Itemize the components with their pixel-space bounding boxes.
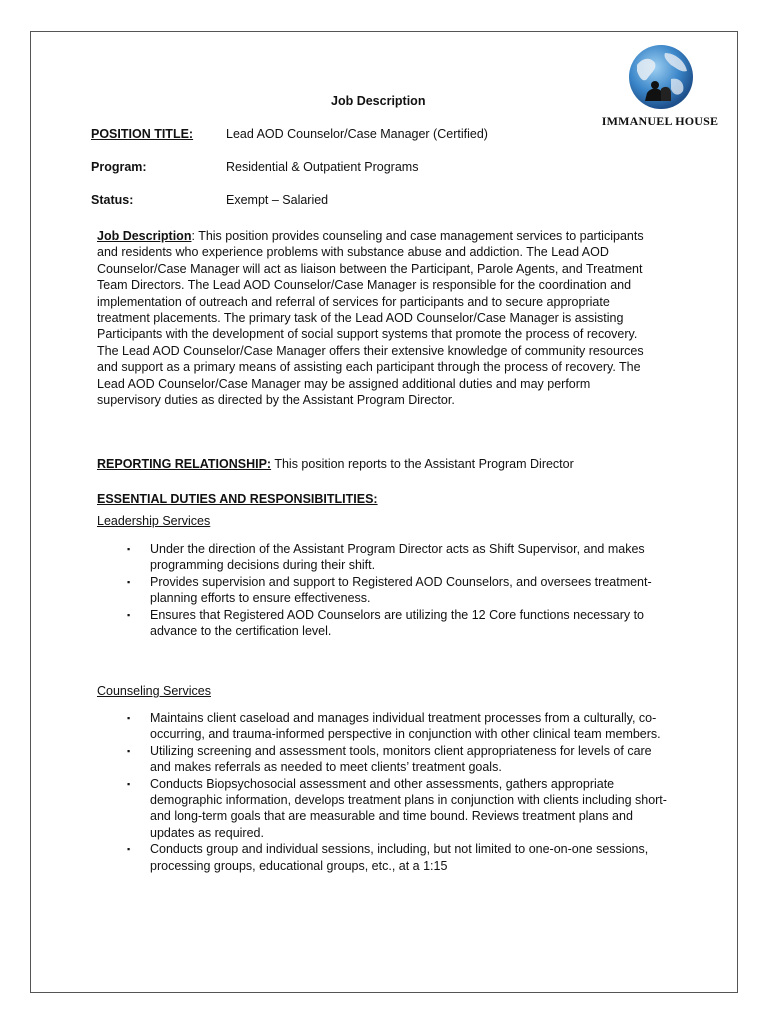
list-item: ▪ Conducts group and individual sessions, including, but not limited to one-on-one sessions, processing groups, educational groups, etc., at a 1:15 (127, 841, 667, 874)
list-item: ▪ Ensures that Registered AOD Counselors are utilizing the 12 Core functions necessary to advance to the certification level. (127, 607, 667, 640)
program-value: Residential & Outpatient Programs (226, 160, 419, 174)
reporting-relationship-paragraph (97, 456, 657, 472)
counseling-services-heading: Counseling Services (97, 684, 211, 698)
globe-logo-icon (625, 43, 697, 115)
job-description-text: : This position provides counseling and case management services to participants and residents who experience problems with substance abuse and addiction. The Lead AOD Counselor/Case Manager will act as liaison between the Participant, Parole Agents, and Treatment Team Directors. The Lead AOD Counselor/Case Manager is responsible for the coordination and implementation of outreach and referral of services for participants and to secure appropriate treatment placements. The primary task of the Lead AOD Counselor/Case Manager is assisting Participants with the development of social support systems that promote the process of recovery. The Lead AOD Counselor/Case Manager offers their extensive knowledge of community resources and support as a primary means of assisting each participant through the process of recovery. The Lead AOD Counselor/Case Manager may be assigned additional duties and may perform supervisory duties as directed by the Assistant Program Director. (97, 229, 644, 408)
program-label: Program: (91, 160, 147, 174)
list-item: ▪ Utilizing screening and assessment tools, monitors client appropriateness for levels of care and makes referrals as needed to meet clients’ treatment goals. (127, 743, 667, 776)
status-label: Status: (91, 193, 134, 207)
leadership-services-heading: Leadership Services (97, 514, 211, 528)
essential-duties-heading: ESSENTIAL DUTIES AND RESPONSIBITLITIES: (97, 492, 378, 506)
job-description-paragraph (97, 228, 657, 408)
reporting-relationship-text: This position reports to the Assistant Program Director (271, 457, 574, 471)
list-item: ▪ Provides supervision and support to Registered AOD Counselors, and oversees treatment-planning efforts to ensure effectiveness. (127, 574, 667, 607)
list-item: ▪ Conducts Biopsychosocial assessment and other assessments, gathers appropriate demographic information, develops treatment plans in conjunction with clients including short- and long-term goals that are measurable and time bound. Reviews treatment plans and updates as required. (127, 776, 667, 842)
job-description-label: Job Description (97, 229, 192, 243)
list-item: ▪ Maintains client caseload and manages individual treatment processes from a culturally, co-occurring, and trauma-informed perspective in conjunction with other clinical team members. (127, 710, 667, 743)
reporting-relationship-label: REPORTING RELATIONSHIP: (97, 457, 272, 471)
document-page (30, 31, 738, 993)
logo-text: IMMANUEL HOUSE (601, 114, 719, 128)
status-value: Exempt – Salaried (226, 193, 329, 207)
counseling-services-list (127, 710, 667, 874)
leadership-services-list (127, 541, 667, 639)
document-title: Job Description (331, 94, 426, 108)
list-item: ▪ Under the direction of the Assistant Program Director acts as Shift Supervisor, and makes programming decisions during their shift. (127, 541, 667, 574)
position-title-label: POSITION TITLE: (91, 127, 194, 141)
position-title-value: Lead AOD Counselor/Case Manager (Certified) (226, 127, 488, 141)
